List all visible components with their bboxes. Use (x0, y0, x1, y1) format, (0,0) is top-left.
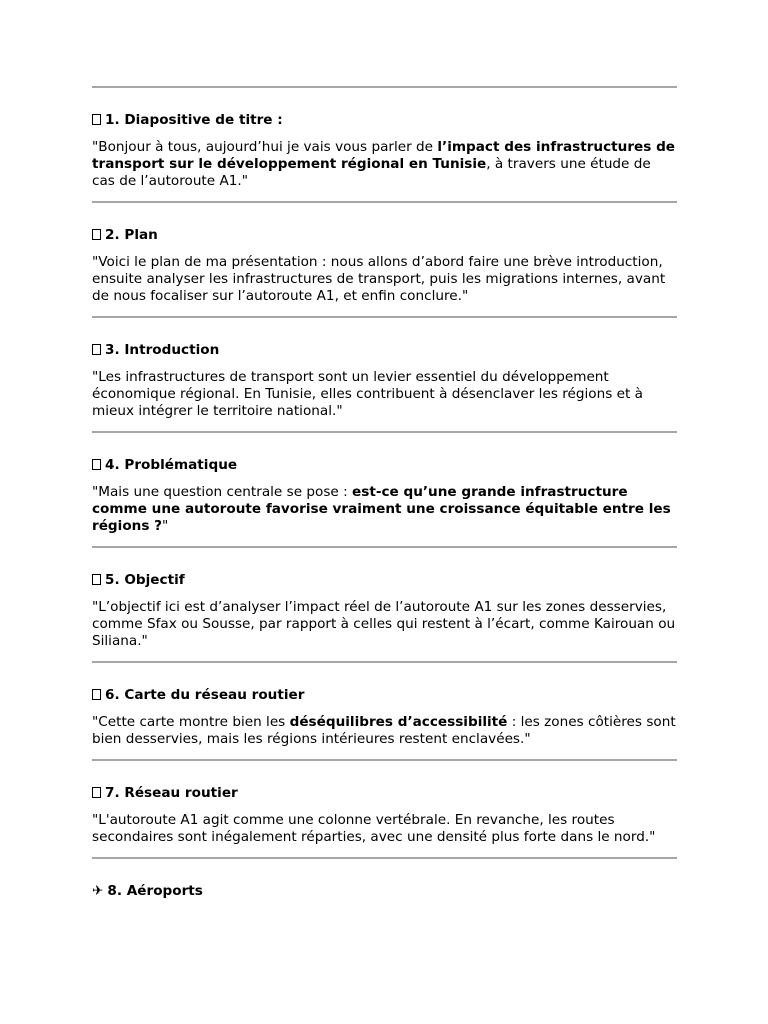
missing-glyph-icon (92, 229, 101, 240)
divider (92, 661, 677, 663)
section-text: "Cette carte montre bien les déséquilibres d’accessibilité : les zones côtières sont bien desservies, mais les régions intérieures restent enclavées." (92, 714, 676, 747)
missing-glyph-icon (92, 574, 101, 585)
divider (92, 431, 677, 433)
section-text: "L’objectif ici est d’analyser l’impact réel de l’autoroute A1 sur les zones desservies, comme Sfax ou Sousse, par rapport à celles qui restent à l’écart, comme Kairouan ou Siliana." (92, 599, 676, 649)
missing-glyph-icon (92, 459, 101, 470)
section-problematique (92, 457, 677, 535)
section-heading: 6. Carte du réseau routier (92, 687, 677, 704)
divider (92, 759, 677, 761)
section-aeroports (92, 883, 677, 900)
section-text: "L'autoroute A1 agit comme une colonne vertébrale. En revanche, les routes secondaires sont inégalement réparties, avec une densité plus forte dans le nord." (92, 812, 656, 845)
section-heading: 4. Problématique (92, 457, 677, 474)
section-heading: 7. Réseau routier (92, 785, 677, 802)
section-text: "Les infrastructures de transport sont un levier essentiel du développement économique régional. En Tunisie, elles contribuent à désenclaver les régions et à mieux intégrer le territoire national." (92, 369, 643, 419)
airplane-icon: ✈ (92, 883, 104, 899)
section-heading: 5. Objectif (92, 572, 677, 589)
section-objectif (92, 572, 677, 650)
section-heading: 3. Introduction (92, 342, 677, 359)
divider (92, 201, 677, 203)
section-plan (92, 227, 677, 305)
section-heading: 1. Diapositive de titre : (92, 112, 677, 129)
missing-glyph-icon (92, 344, 101, 355)
divider (92, 86, 677, 88)
missing-glyph-icon (92, 114, 101, 125)
section-reseau-routier (92, 785, 677, 846)
divider (92, 546, 677, 548)
section-carte (92, 687, 677, 748)
section-title-slide (92, 112, 677, 190)
missing-glyph-icon (92, 689, 101, 700)
document-page (92, 86, 677, 910)
section-text: "Bonjour à tous, aujourd’hui je vais vous parler de l’impact des infrastructures de transport sur le développement régional en Tunisie, à travers une étude de cas de l’autoroute A1." (92, 139, 676, 189)
divider (92, 316, 677, 318)
missing-glyph-icon (92, 787, 101, 798)
section-text: "Voici le plan de ma présentation : nous allons d’abord faire une brève introduction, ensuite analyser les infrastructures de transport, puis les migrations internes, avant de nous focaliser sur l’autoroute A1, et enfin conclure." (92, 254, 666, 304)
divider (92, 857, 677, 859)
section-text: "Mais une question centrale se pose : est-ce qu’une grande infrastructure comme une autoroute favorise vraiment une croissance équitable entre les régions ?" (92, 484, 671, 534)
section-heading: ✈ 8. Aéroports (92, 883, 203, 899)
section-introduction (92, 342, 677, 420)
section-heading: 2. Plan (92, 227, 677, 244)
